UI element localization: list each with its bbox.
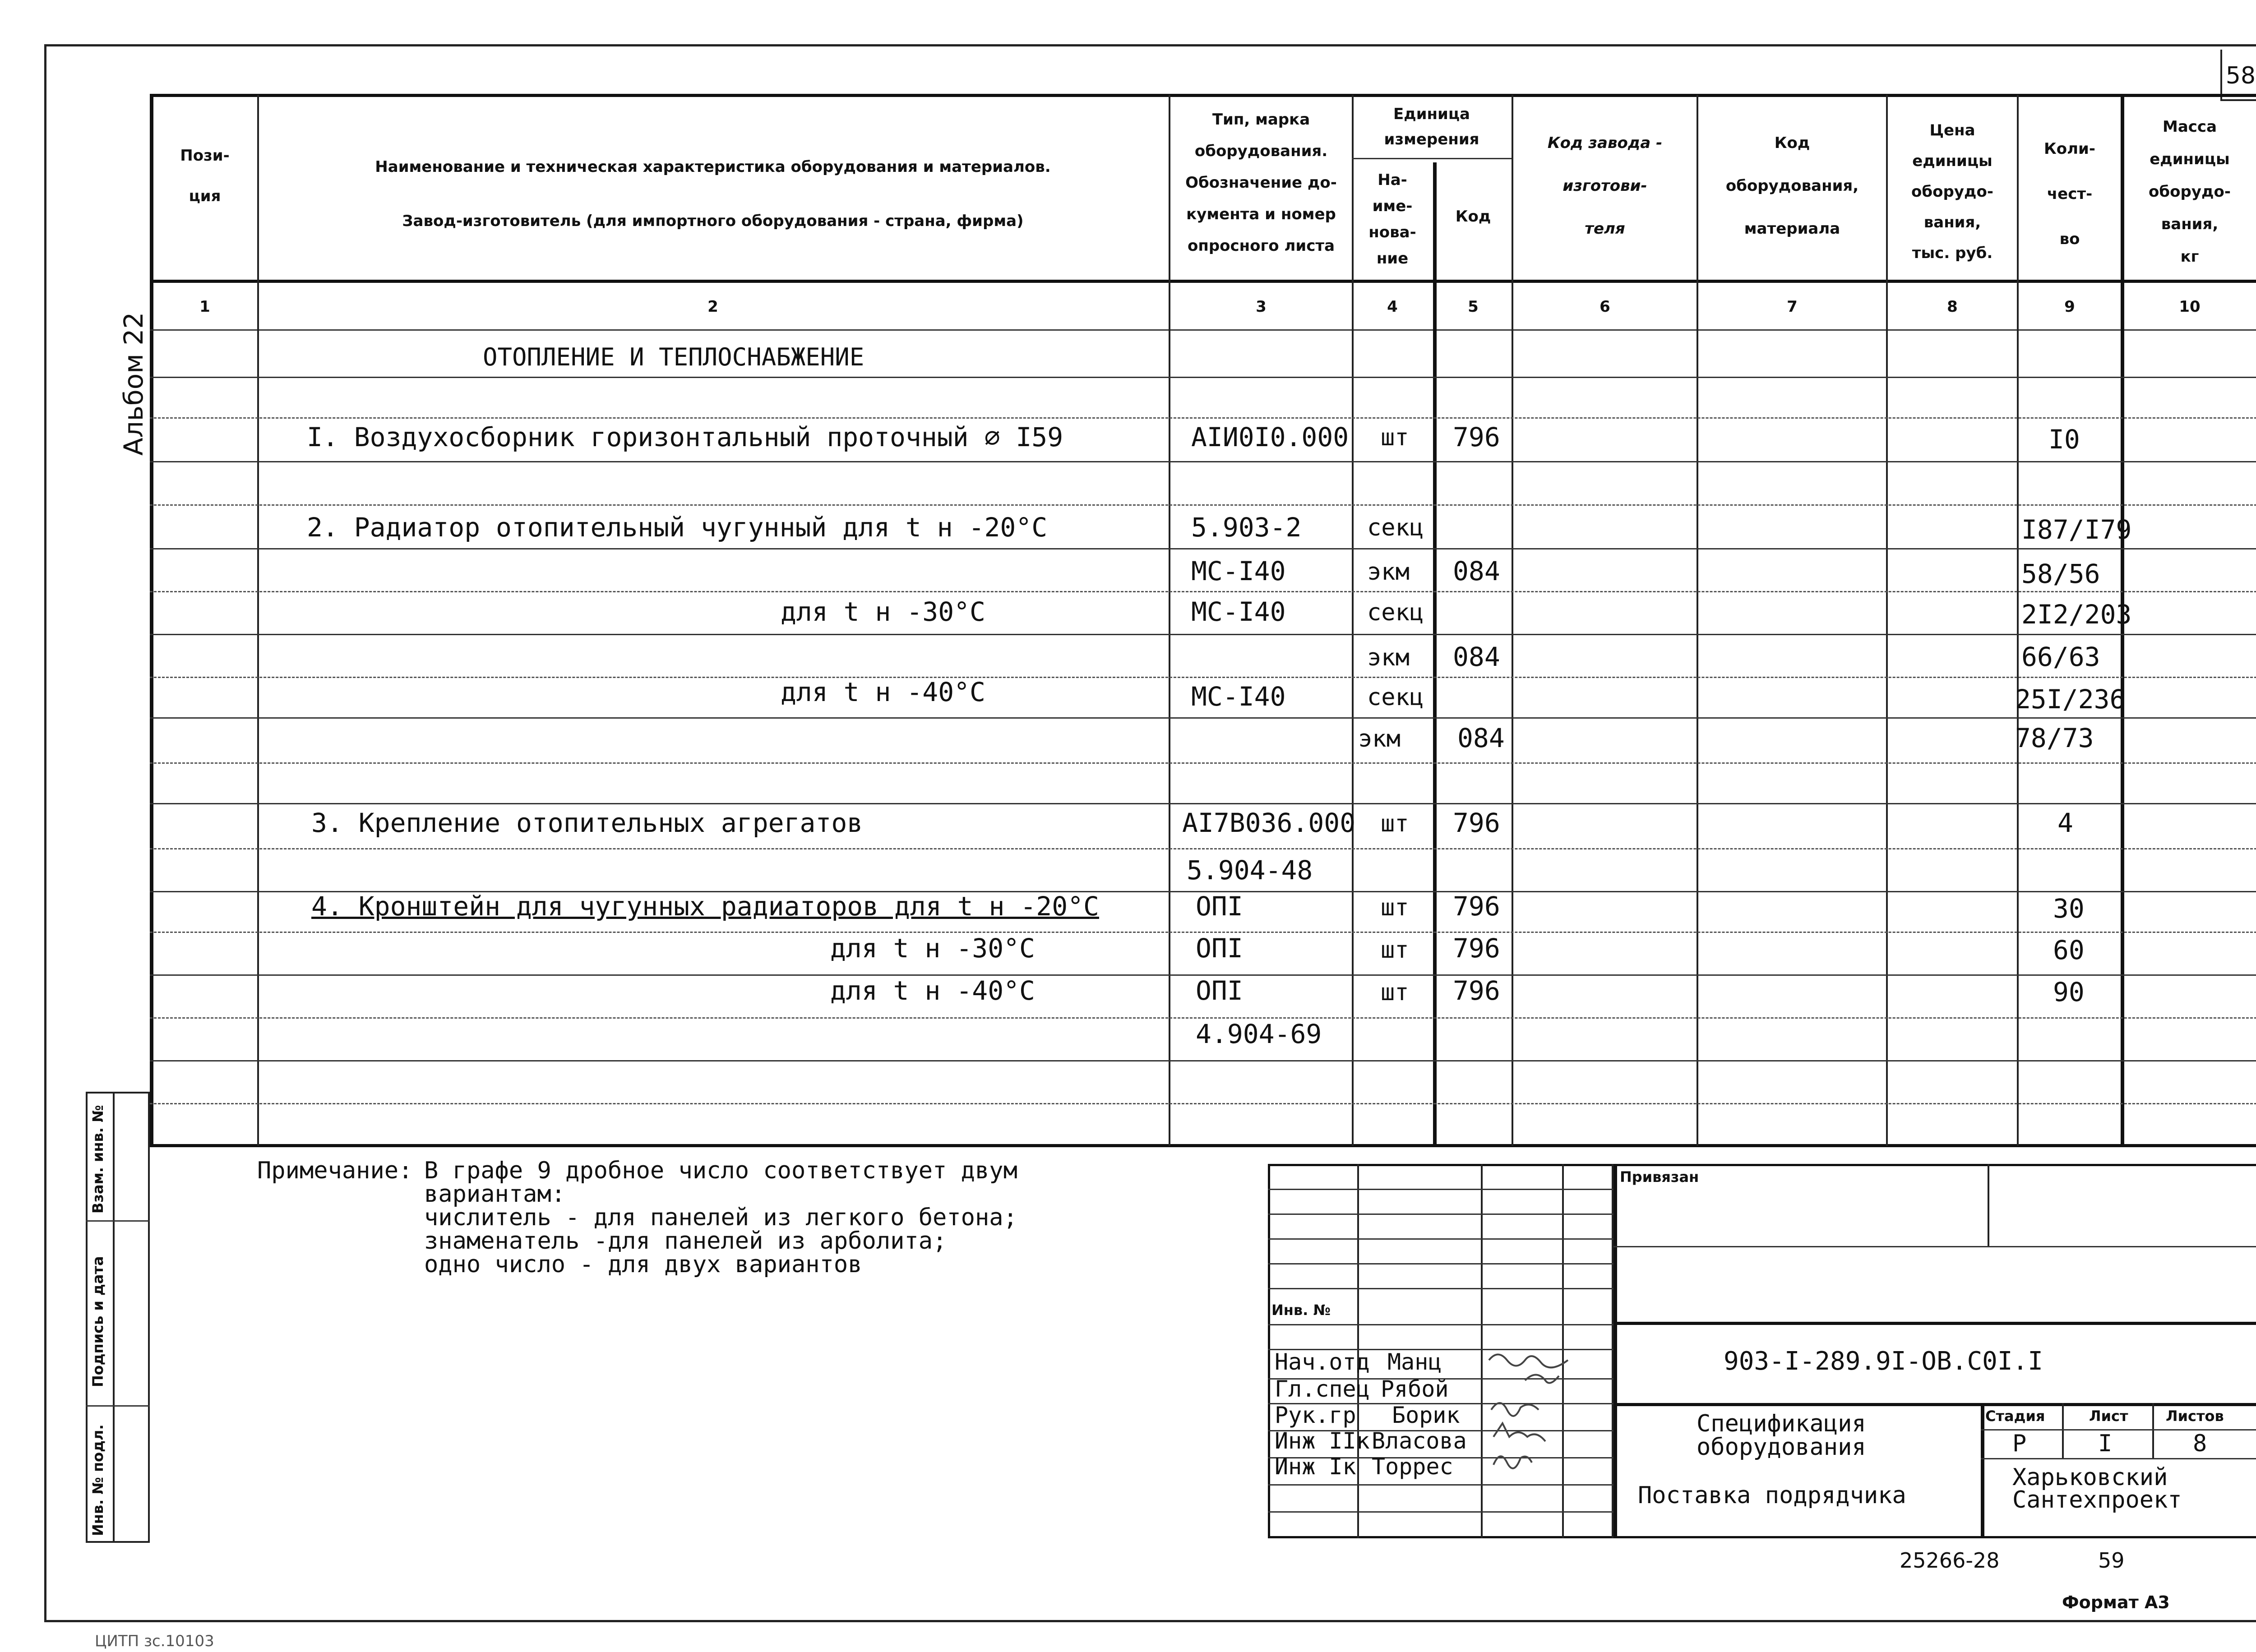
item-code: 796 [1453,891,1500,922]
item-type: АIИ0I0.000 [1191,422,1349,452]
item-unit: шт [1381,979,1409,1006]
item-name: для t н -30°С [781,596,985,627]
item-unit: секц [1367,514,1424,541]
row-line [150,762,2256,764]
signatory-role: Инж IIк [1275,1428,1370,1454]
item-name: 2. Радиатор отопительный чугунный для t н -20°С [307,512,1048,543]
col-header-7: Код оборудования, материала [1725,134,1859,238]
row-line [150,677,2256,678]
title-block-divider [1268,1288,1613,1289]
item-qty: 60 [2053,935,2085,965]
signatory-name: Рябой [1381,1376,1449,1402]
col-divider [1886,95,1888,1146]
item-code: 796 [1453,808,1500,838]
document-code: 903-I-289.9I-ОВ.С0I.I [1724,1347,2043,1376]
col-header-9: Коли- чест- во [2044,140,2095,248]
title-block-divider [1268,1263,1613,1264]
signatory-role: Рук.гр [1275,1402,1356,1428]
sheet-number: 58 [2225,62,2256,89]
item-code: 796 [1453,975,1500,1006]
title-block-divider [1988,1164,1989,1247]
col-header-2: Наименование и техническая характеристика оборудования и материалов. Завод-изготовитель (для импортного оборудования - страна, фирма) [375,158,1051,230]
table-bottom-border [150,1144,2256,1147]
document-title: Спецификация оборудования [1697,1410,1866,1461]
item-unit: экм [1367,558,1410,586]
col-number: 9 [2064,298,2075,316]
note-line: В графе 9 дробное число соответствует двум [424,1157,1017,1184]
bottom-code: 25266-28 [1900,1548,2000,1573]
unit-group-header: Единица измерения [1384,105,1479,148]
col-number: 4 [1387,298,1398,316]
stage-value: Р [2012,1430,2027,1457]
side-stamp-divider [86,1405,150,1407]
title-block-divider [2062,1403,2064,1459]
item-type: ОПI [1196,891,1243,922]
item-name: I. Воздухосборник горизонтальный проточный ∅ I59 [307,422,1063,452]
item-type: МС-I40 [1191,596,1286,627]
side-stamp-divider [86,1220,150,1222]
row-line [150,634,2256,635]
signatory-name: Торрес [1372,1454,1453,1480]
col-header-3: Тип, марка оборудования. Обозначение до- кумента и номер опросного листа [1185,111,1337,255]
sheets-value: 8 [2193,1430,2207,1457]
col-number: 7 [1787,298,1798,316]
col-divider [1433,162,1437,1146]
item-qty: 78/73 [2015,723,2094,753]
title-block-divider [1613,1403,2256,1406]
sheet-value: I [2098,1430,2113,1457]
row-line [150,417,2256,419]
signatory-role: Гл.спец [1275,1376,1370,1402]
col-header-1: Пози- ция [180,147,230,205]
item-unit: шт [1381,810,1409,837]
item-name: для t н -40°С [781,677,985,707]
unit-group-divider [1352,158,1512,159]
col-number-bottom-border [150,329,2256,331]
row-line [150,461,2256,462]
organization: Харьковский Сантехпроект [2012,1464,2182,1514]
col-number: 6 [1600,298,1610,316]
title-block-divider [1613,1322,2256,1325]
note-label: Примечание: [257,1157,413,1184]
side-stamp-divider [113,1092,115,1543]
item-type: 5.903-2 [1191,512,1302,543]
col-divider [1169,95,1170,1146]
table-left-border [150,95,153,1146]
item-name: 4. Кронштейн для чугунных радиаторов для t н -20°С [311,891,1099,922]
col-header-10: Масса единицы оборудо- вания, кг [2149,118,2231,266]
row-line [150,803,2256,804]
side-label: Инв. № подл. [89,1424,106,1536]
col-number: 3 [1256,298,1267,316]
note-line: вариантам: [424,1181,566,1208]
signatory-name: Манц [1387,1349,1442,1375]
stage-label: Стадия [1985,1407,2045,1425]
col-divider [1697,95,1698,1146]
row-line [150,848,2256,849]
item-qty: I87/I79 [2021,514,2132,545]
item-unit: экм [1367,644,1410,671]
item-type: ОПI [1196,975,1243,1006]
col-header-4: На- име- нова- ние [1368,171,1416,268]
col-header-8: Цена единицы оборудо- вания, тыс. руб. [1911,121,1993,262]
item-unit: шт [1381,894,1409,921]
note-line: знаменатель -для панелей из арболита; [424,1227,947,1255]
title-block-divider [1613,1246,2256,1247]
inv-number-label: Инв. № [1271,1301,1331,1319]
table-top-border [150,94,2256,97]
title-block-divider [1268,1324,1613,1325]
item-type: АI7В036.000 [1182,808,1356,838]
signatory-name: Власова [1372,1428,1467,1454]
row-line [150,548,2256,549]
col-header-5: Код [1455,208,1491,226]
item-name: для t н -30°С [830,933,1035,964]
row-line [150,377,2256,378]
side-label: Подпись и дата [89,1256,106,1387]
privyazan-label: Привязан [1620,1168,1699,1186]
item-code: 796 [1453,422,1500,452]
row-line [150,1060,2256,1061]
item-name: для t н -40°С [830,975,1035,1006]
sheets-label: Листов [2166,1407,2224,1425]
col-header-6: Код завода - изготови- теля [1547,134,1663,238]
item-qty: 90 [2053,977,2085,1007]
col-number: 8 [1947,298,1958,316]
item-unit: шт [1381,424,1409,451]
item-type: ОПI [1196,933,1243,964]
item-code: 084 [1457,723,1505,753]
col-divider [1512,95,1513,1146]
document-subtitle: Поставка подрядчика [1638,1482,1906,1509]
item-qty: 66/63 [2021,641,2100,672]
col-number: 2 [707,298,718,316]
title-block-divider [1268,1238,1613,1240]
title-block-divider [1268,1511,1613,1513]
note-line: числитель - для панелей из легкого бетона; [424,1204,1017,1231]
bottom-page: 59 [2098,1548,2125,1573]
item-type: МС-I40 [1191,556,1286,586]
row-line [150,717,2256,719]
item-qty: 25I/236 [2015,684,2126,715]
item-qty: 4 [2057,808,2073,838]
section-title: ОТОПЛЕНИЕ И ТЕПЛОСНАБЖЕНИЕ [483,343,864,371]
footer-left: ЦИТП зс.10103 [95,1632,214,1650]
item-code: 796 [1453,933,1500,964]
title-block-divider [1268,1484,1613,1486]
format-label: Формат А3 [2062,1592,2170,1612]
title-block-divider [2152,1403,2154,1459]
note-line: одно число - для двух вариантов [424,1251,862,1278]
item-type: МС-I40 [1191,681,1286,712]
item-type: 4.904-69 [1196,1019,1322,1049]
title-block-divider [1981,1403,1984,1538]
item-qty: 2I2/203 [2021,599,2132,630]
title-block-divider [1481,1164,1483,1538]
col-number: 1 [199,298,210,316]
item-unit: экм [1358,725,1401,752]
item-code: 084 [1453,641,1500,672]
item-code: 084 [1453,556,1500,586]
title-block-divider [1613,1164,1617,1538]
item-unit: секц [1367,599,1424,626]
signatory-role: Нач.отд [1275,1349,1370,1375]
row-line [150,504,2256,506]
sheet-label: Лист [2089,1407,2128,1425]
col-number: 5 [1468,298,1479,316]
col-divider [257,95,259,1146]
item-unit: шт [1381,937,1409,964]
row-line [150,591,2256,592]
signatory-name: Борик [1392,1402,1460,1428]
item-unit: секц [1367,684,1424,711]
signatory-role: Инж Iк [1275,1454,1356,1480]
item-qty: 30 [2053,893,2085,924]
album-label: Альбом 22 [118,312,149,456]
item-name: 3. Крепление отопительных агрегатов [311,808,863,838]
title-block-divider [1268,1214,1613,1215]
col-divider [2017,95,2019,1146]
item-qty: 58/56 [2021,558,2100,589]
title-block-divider [1981,1458,2256,1459]
item-type: 5.904-48 [1187,855,1313,886]
row-line [150,1103,2256,1104]
header-bottom-border [150,280,2256,283]
item-qty: I0 [2048,424,2080,455]
side-label: Взам. инв. № [89,1105,106,1214]
title-block-divider [1268,1189,1613,1190]
col-number: 10 [2179,298,2201,316]
signature-scribbles [1484,1347,1611,1482]
